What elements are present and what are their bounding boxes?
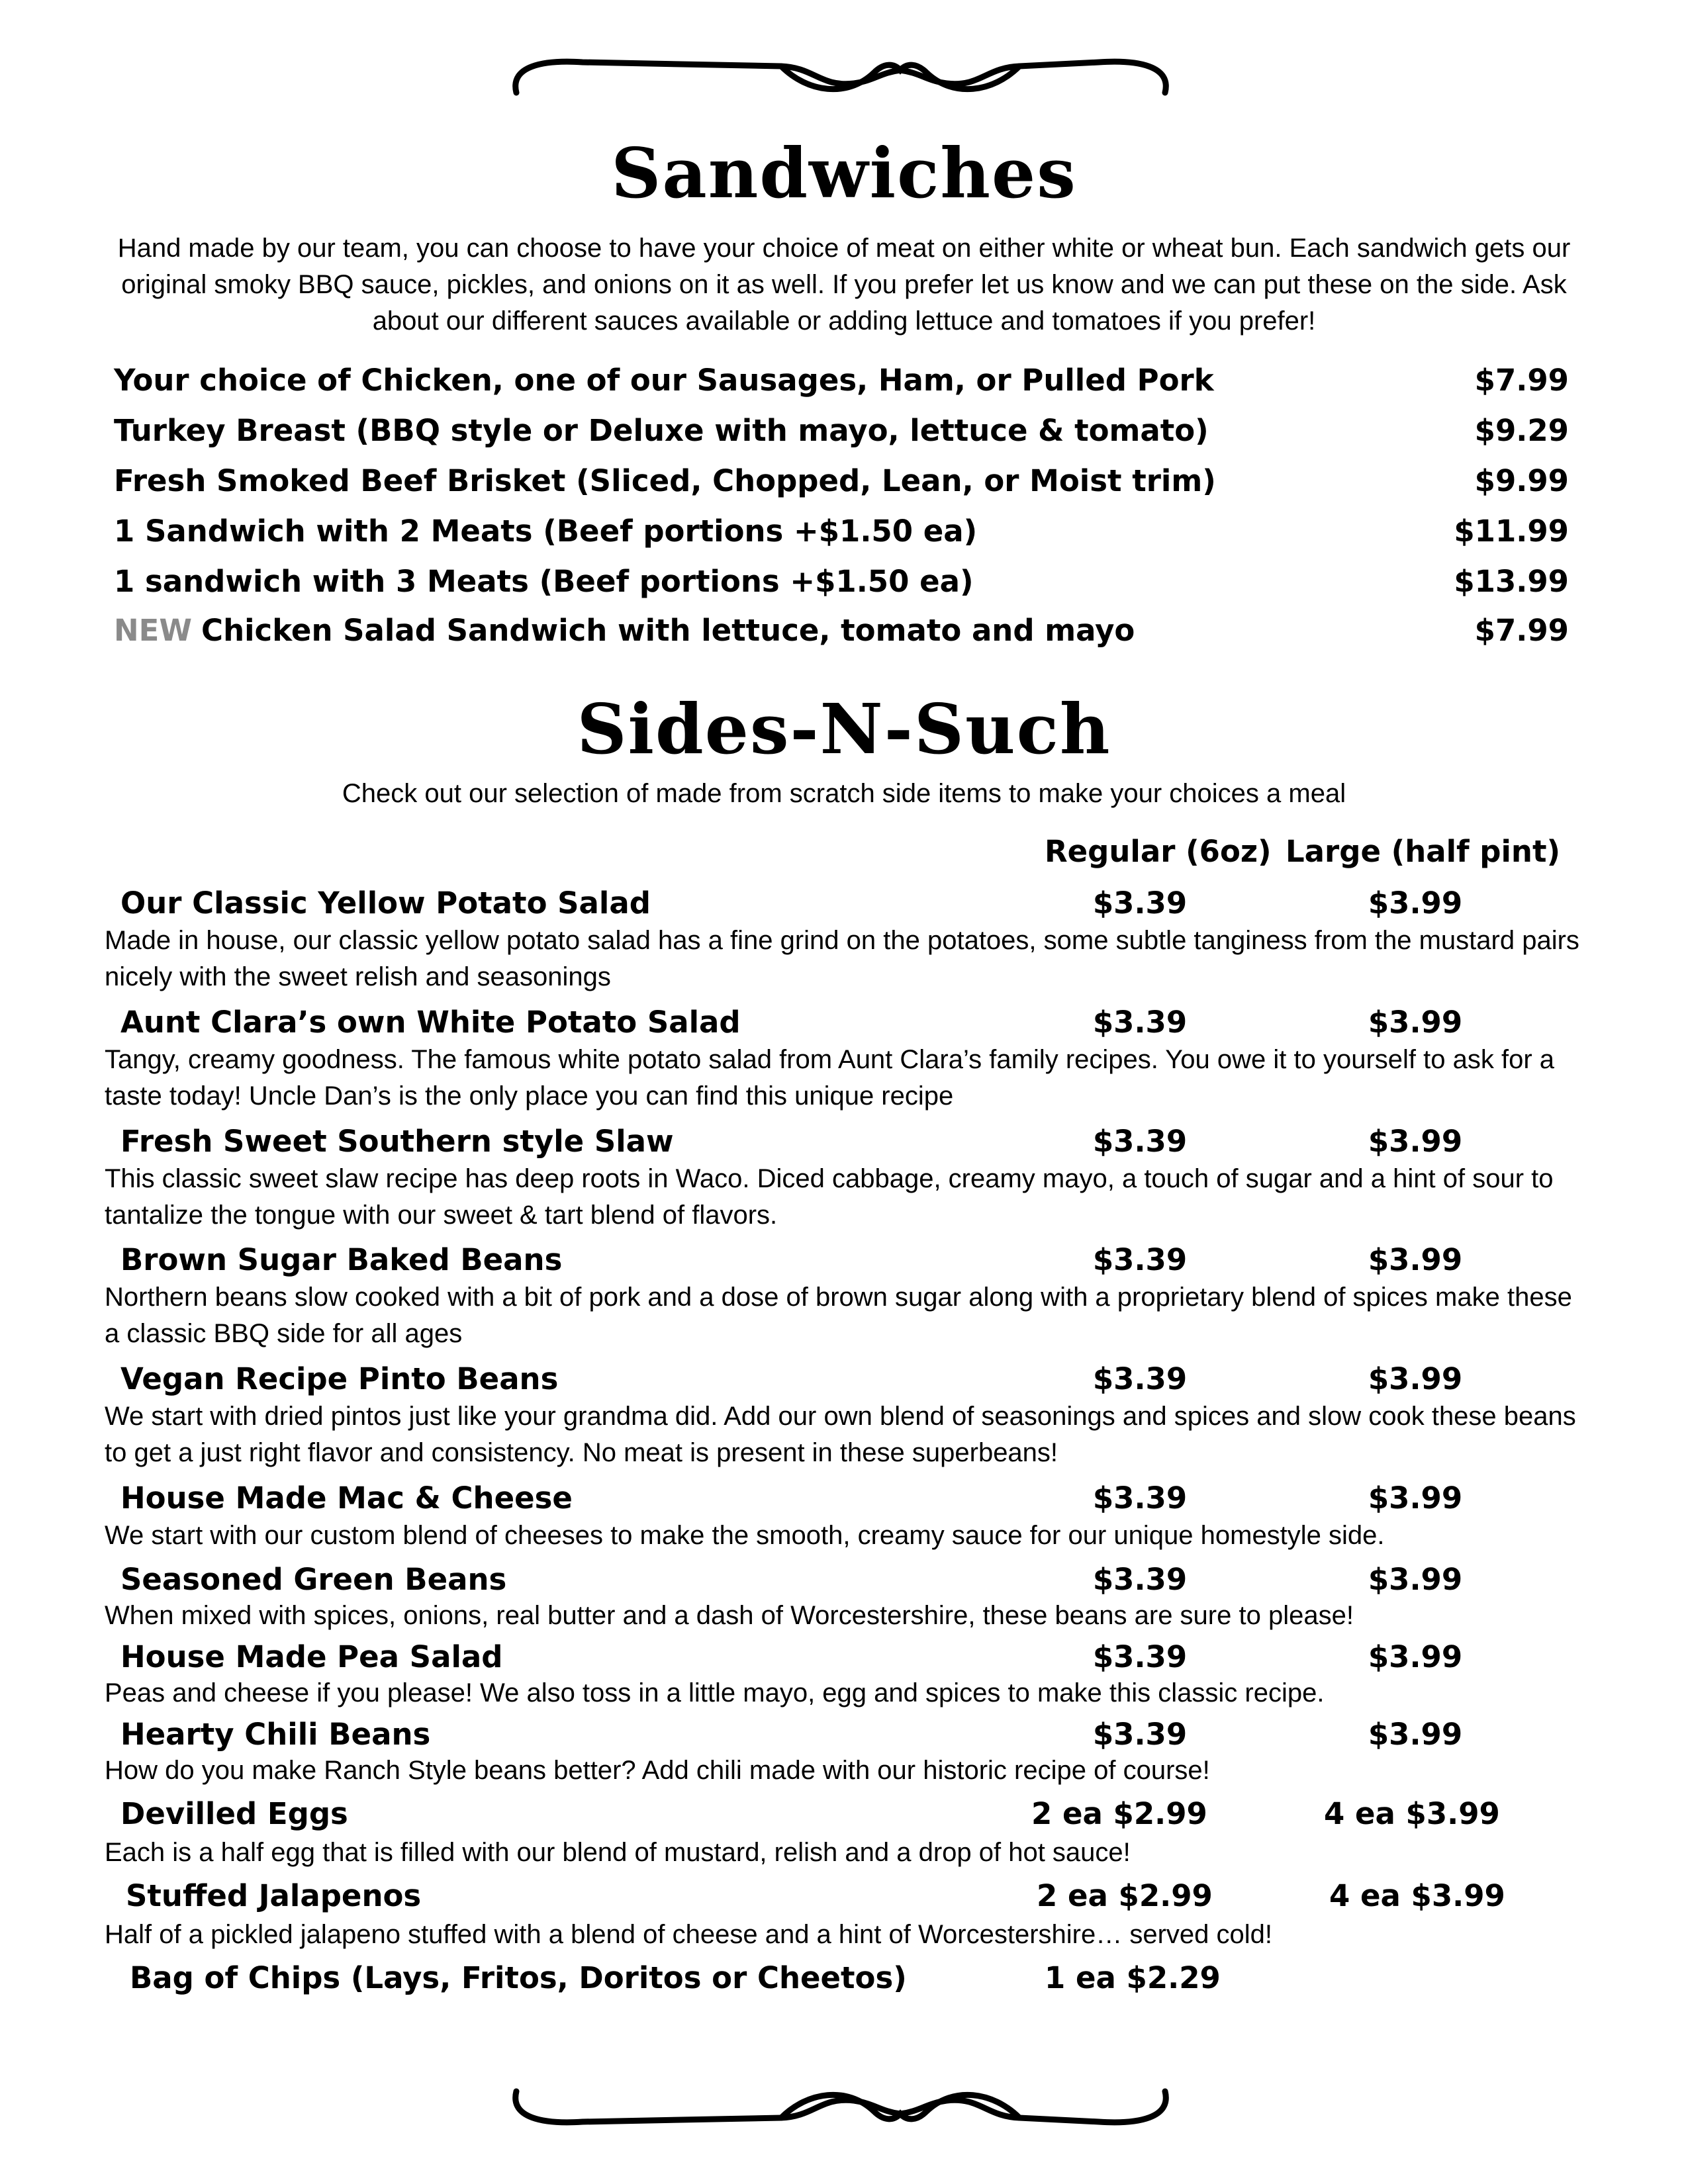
side-item-name: Devilled Eggs (120, 1796, 348, 1831)
side-item-description: Northern beans slow cooked with a bit of pork and a dose of brown sugar along with a proprietary blend of spices make these a classic BBQ side for all ages (105, 1283, 1572, 1348)
side-item-large-price: $3.99 (1368, 1005, 1463, 1040)
side-item-regular-price: $3.39 (1092, 1124, 1188, 1159)
sandwich-row (114, 514, 1569, 549)
side-item-description: This classic sweet slaw recipe has deep roots in Waco. Diced cabbage, creamy mayo, a touch of sugar and a hint of sour to tantalize the tongue with our sweet & tart blend of flavors. (105, 1164, 1554, 1230)
column-header-large: Large (half pint) (1286, 834, 1561, 869)
sandwiches-intro: Hand made by our team, you can choose to have your choice of meat on either white or wheat bun. Each sandwich gets our original smoky BBQ sauce, pickles, and onions on it as well. If you prefer let us know and we can put these on the side. Ask about our different sauces available or adding lettuce and tomatoes if you prefer! (117, 234, 1571, 336)
column-header-regular: Regular (6oz) (1045, 834, 1272, 869)
side-item-large-price: $3.99 (1368, 1562, 1463, 1597)
side-item-description: Tangy, creamy goodness. The famous white potato salad from Aunt Clara’s family recipes. You owe it to yourself to ask for a taste today! Uncle Dan’s is the only place you can find this unique recipe (105, 1045, 1555, 1111)
side-item-name: Vegan Recipe Pinto Beans (120, 1361, 559, 1396)
sandwich-name: Fresh Smoked Beef Brisket (Sliced, Chopped, Lean, or Moist trim) (114, 463, 1216, 498)
side-item-large-price: $3.99 (1368, 1480, 1463, 1516)
sandwich-name: 1 sandwich with 3 Meats (Beef portions +$1.50 ea) (114, 564, 974, 599)
sandwich-row (114, 564, 1569, 599)
side-item-name: Fresh Sweet Southern style Slaw (120, 1124, 674, 1159)
side-item-description: Peas and cheese if you please! We also toss in a little mayo, egg and spices to make this classic recipe. (105, 1678, 1325, 1707)
side-item-name: Stuffed Jalapenos (126, 1878, 422, 1913)
side-item-large-price: $3.99 (1368, 886, 1463, 921)
sandwich-row (114, 463, 1569, 498)
side-item-description: Made in house, our classic yellow potato salad has a fine grind on the potatoes, some subtle tanginess from the mustard pairs nicely with the sweet relish and seasonings (105, 926, 1579, 991)
side-item-large-price: $3.99 (1368, 1124, 1463, 1159)
side-item-large-price: $3.99 (1368, 1361, 1463, 1396)
side-item-description: Each is a half egg that is filled with our blend of mustard, relish and a drop of hot sauce! (105, 1838, 1131, 1867)
side-item-large-price: $3.99 (1368, 1639, 1463, 1674)
side-item-large-price: 4 ea $3.99 (1329, 1878, 1505, 1913)
side-item-description: We start with our custom blend of cheeses to make the smooth, creamy sauce for our unique homestyle side. (105, 1521, 1385, 1550)
side-item-regular-price: 2 ea $2.99 (1031, 1796, 1207, 1831)
sides-heading: Sides-N-Such (577, 688, 1111, 770)
side-item-regular-price: $3.39 (1092, 1717, 1188, 1752)
bottom-flourish-ornament (503, 2071, 1178, 2138)
side-item-name: Aunt Clara’s own White Potato Salad (120, 1005, 741, 1040)
top-flourish-ornament (503, 46, 1178, 113)
side-item-regular-price: 2 ea $2.99 (1037, 1878, 1213, 1913)
side-item-large-price: $3.99 (1368, 1717, 1463, 1752)
sandwich-row (114, 363, 1569, 398)
side-item-regular-price: $3.39 (1092, 1361, 1188, 1396)
sandwich-price: $7.99 (1474, 363, 1569, 398)
side-item-name: Our Classic Yellow Potato Salad (120, 886, 651, 921)
side-item-name: Seasoned Green Beans (120, 1562, 507, 1597)
side-item-name: Hearty Chili Beans (120, 1717, 431, 1752)
new-badge: NEW (114, 613, 193, 648)
side-item-description: We start with dried pintos just like your grandma did. Add our own blend of seasonings and spices and slow cook these beans to get a just right flavor and consistency. No meat is present in these superbeans! (105, 1402, 1576, 1467)
side-item-regular-price: $3.39 (1092, 1639, 1188, 1674)
sandwich-name: Turkey Breast (BBQ style or Deluxe with mayo, lettuce & tomato) (114, 413, 1209, 448)
sandwiches-heading: Sandwiches (611, 132, 1077, 214)
sandwich-price: $11.99 (1454, 514, 1569, 549)
sandwich-row (114, 413, 1569, 448)
side-item-regular-price: $3.39 (1092, 886, 1188, 921)
side-item-description: When mixed with spices, onions, real butter and a dash of Worcestershire, these beans are sure to please! (105, 1601, 1354, 1630)
sandwich-price: $7.99 (1474, 613, 1569, 648)
sandwich-name: Your choice of Chicken, one of our Sausages, Ham, or Pulled Pork (114, 363, 1214, 398)
side-item-description: Half of a pickled jalapeno stuffed with a blend of cheese and a hint of Worcestershire… served cold! (105, 1920, 1272, 1949)
side-item-regular-price: 1 ea $2.29 (1045, 1960, 1221, 1995)
side-item-regular-price: $3.39 (1092, 1005, 1188, 1040)
side-item-name: House Made Pea Salad (120, 1639, 503, 1674)
side-item-name: House Made Mac & Cheese (120, 1480, 573, 1516)
sandwich-price: $13.99 (1454, 564, 1569, 599)
sandwich-row (114, 613, 1569, 648)
side-item-regular-price: $3.39 (1092, 1242, 1188, 1277)
sandwich-name: 1 Sandwich with 2 Meats (Beef portions +$1.50 ea) (114, 514, 978, 549)
side-item-regular-price: $3.39 (1092, 1480, 1188, 1516)
sandwich-price: $9.29 (1474, 413, 1569, 448)
side-item-name: Brown Sugar Baked Beans (120, 1242, 563, 1277)
side-item-regular-price: $3.39 (1092, 1562, 1188, 1597)
side-item-description: How do you make Ranch Style beans better? Add chili made with our historic recipe of course! (105, 1756, 1210, 1785)
side-item-large-price: $3.99 (1368, 1242, 1463, 1277)
sides-intro: Check out our selection of made from scratch side items to make your choices a meal (342, 779, 1346, 808)
side-item-large-price: 4 ea $3.99 (1324, 1796, 1500, 1831)
sandwich-price: $9.99 (1474, 463, 1569, 498)
side-item-name: Bag of Chips (Lays, Fritos, Doritos or Cheetos) (130, 1960, 907, 1995)
sandwich-name: Chicken Salad Sandwich with lettuce, tomato and mayo (201, 613, 1135, 648)
